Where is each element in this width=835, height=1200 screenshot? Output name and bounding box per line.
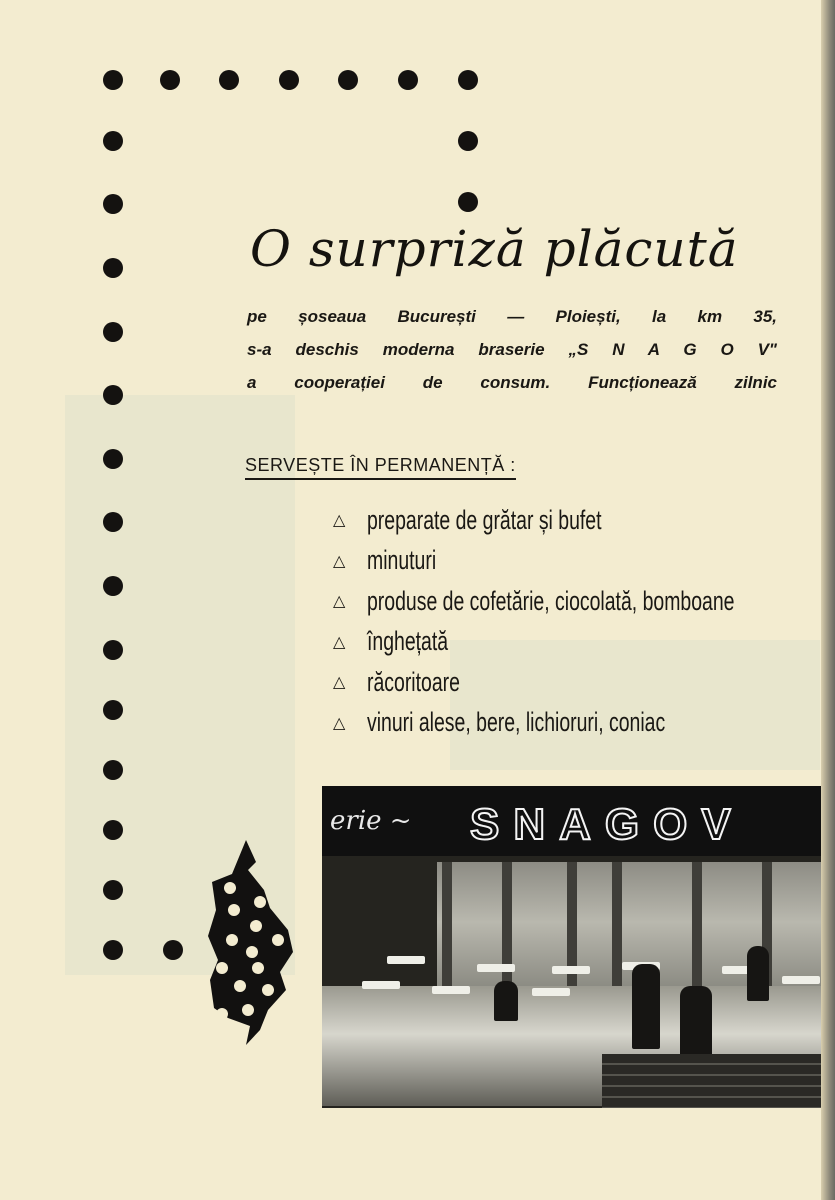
list-item bbox=[333, 703, 835, 744]
serves-heading: SERVEȘTE ÎN PERMANENȚĂ : bbox=[245, 455, 516, 480]
list-item-label: preparate de grătar și bufet bbox=[367, 504, 602, 535]
neon-sign bbox=[322, 786, 821, 856]
menu-list bbox=[333, 500, 835, 743]
triangle-icon: △ bbox=[333, 633, 346, 651]
list-item-label: vinuri alese, bere, lichioruri, coniac bbox=[367, 707, 666, 738]
list-item-label: înghețată bbox=[367, 626, 449, 657]
person-silhouette bbox=[680, 986, 712, 1056]
person-silhouette bbox=[632, 964, 660, 1049]
list-item-label: răcoritoare bbox=[367, 666, 460, 697]
person-silhouette bbox=[494, 981, 518, 1021]
intro-paragraph bbox=[247, 300, 777, 399]
restaurant-photo bbox=[322, 786, 821, 1108]
list-item bbox=[333, 500, 835, 541]
triangle-icon: △ bbox=[333, 714, 346, 732]
triangle-icon: △ bbox=[333, 552, 346, 570]
person-silhouette bbox=[747, 946, 769, 1001]
list-item bbox=[333, 662, 835, 703]
list-item bbox=[333, 622, 835, 663]
triangle-icon: △ bbox=[333, 512, 346, 530]
triangle-icon: △ bbox=[333, 593, 346, 611]
headline: O surpriză plăcută bbox=[250, 220, 739, 278]
sign-left-text: erie ~ bbox=[330, 806, 412, 836]
intro-line-2: s-a deschis moderna braserie „S N A G O V" bbox=[247, 340, 777, 359]
intro-line-1: pe șoseaua București — Ploiești, la km 35, bbox=[247, 307, 777, 326]
sign-main-text: SNAGOV bbox=[470, 800, 745, 849]
list-item bbox=[333, 541, 835, 582]
polka-dot-cutout bbox=[208, 840, 293, 1045]
entrance-steps bbox=[602, 1054, 821, 1108]
list-item-label: minuturi bbox=[367, 545, 437, 576]
triangle-icon: △ bbox=[333, 674, 346, 692]
intro-line-3: a cooperației de consum. Funcționează zilnic bbox=[247, 373, 777, 392]
list-item bbox=[333, 581, 835, 622]
list-item-label: produse de cofetărie, ciocolată, bomboane bbox=[367, 585, 735, 616]
